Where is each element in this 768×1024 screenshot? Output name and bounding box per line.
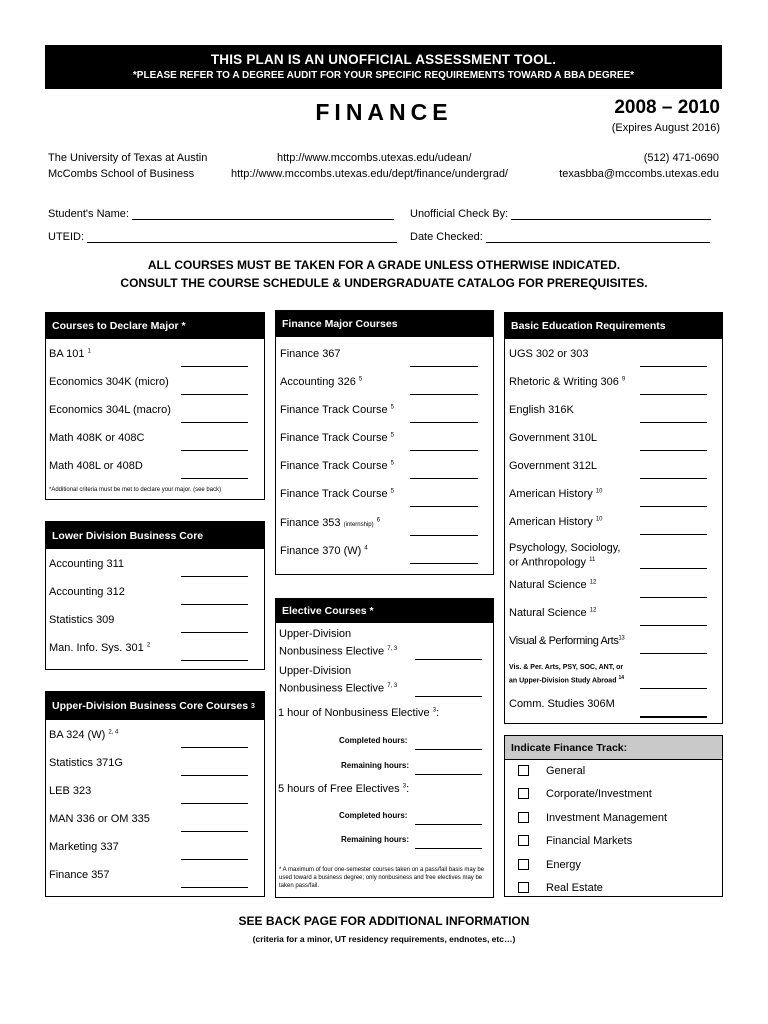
- basic-item: English 316K: [509, 404, 574, 416]
- back-page-notice: SEE BACK PAGE FOR ADDITIONAL INFORMATION: [238, 914, 530, 928]
- lower-division-header: Lower Division Business Core: [46, 522, 264, 549]
- udean-link[interactable]: http://www.mccombs.utexas.edu/udean/: [277, 152, 472, 164]
- basic-item: Natural Science $^{12}$: [509, 579, 597, 591]
- university-name: The University of Texas at Austin: [48, 152, 208, 164]
- uteid-field[interactable]: [48, 231, 397, 243]
- upper-item: Statistics 371G: [49, 757, 123, 769]
- lower-item: Man. Info. Sys. 301 $^2$: [49, 642, 151, 654]
- completed-hours-line[interactable]: [415, 824, 482, 825]
- upper-division-header: Upper-Division Business Core Courses 3: [46, 692, 264, 720]
- upper-item: Marketing 337: [49, 841, 119, 853]
- basic-ed-header: Basic Education Requirements: [505, 313, 722, 339]
- completed-hours-line[interactable]: [415, 749, 482, 750]
- track-checkbox-energy[interactable]: [518, 859, 529, 870]
- expiration-note: (Expires August 2016): [611, 122, 720, 134]
- major-item: Finance Track Course $^5$: [280, 404, 395, 416]
- student-name-line[interactable]: [132, 208, 394, 220]
- grade-line[interactable]: [640, 422, 707, 423]
- elective-item: Upper-Division Nonbusiness Elective $^{7, 3}$: [279, 665, 398, 695]
- grade-line[interactable]: [410, 563, 478, 564]
- lower-item: Statistics 309: [49, 614, 115, 626]
- track-option: Real Estate: [546, 882, 603, 894]
- grade-line[interactable]: [410, 535, 478, 536]
- date-checked-label: Date Checked:: [410, 231, 483, 243]
- declare-note: *Additional criteria must be met to declare your major. (see back): [49, 487, 222, 493]
- upper-item: Finance 357: [49, 869, 110, 881]
- uteid-line[interactable]: [87, 231, 397, 243]
- prereq-notice: CONSULT THE COURSE SCHEDULE & UNDERGRADUATE CATALOG FOR PREREQUISITES.: [120, 276, 648, 290]
- grade-line[interactable]: [181, 887, 248, 888]
- lower-item: Accounting 311: [49, 558, 125, 570]
- banner-line1: THIS PLAN IS AN UNOFFICIAL ASSESSMENT TOOL.: [210, 52, 557, 67]
- major-item: Finance 353 (internship) $^6$: [280, 517, 381, 529]
- elective-item: Upper-Division Nonbusiness Elective $^{7, 3}$: [279, 628, 398, 658]
- grade-line[interactable]: [181, 859, 248, 860]
- school-name: McCombs School of Business: [48, 168, 195, 180]
- grade-line[interactable]: [640, 478, 707, 479]
- completed-hours-label: Completed hours:: [339, 736, 408, 745]
- basic-item: Natural Science $^{12}$: [509, 607, 597, 619]
- date-checked-line[interactable]: [486, 231, 710, 243]
- grade-line[interactable]: [181, 775, 248, 776]
- major-item: Finance Track Course $^5$: [280, 488, 395, 500]
- basic-item: Government 312L: [509, 460, 598, 472]
- grade-line[interactable]: [181, 632, 248, 633]
- track-option: Financial Markets: [546, 835, 633, 847]
- remaining-hours-line[interactable]: [415, 774, 482, 775]
- grade-line[interactable]: [181, 366, 248, 367]
- grade-line[interactable]: [410, 366, 478, 367]
- finance-track-header: Indicate Finance Track:: [505, 736, 722, 760]
- finance-dept-link[interactable]: http://www.mccombs.utexas.edu/dept/finance/undergrad/: [231, 168, 508, 180]
- checked-by-line[interactable]: [511, 208, 711, 220]
- remaining-hours-label: Remaining hours:: [341, 835, 410, 844]
- checked-by-label: Unofficial Check By:: [410, 208, 509, 220]
- grade-line[interactable]: [181, 803, 248, 804]
- date-checked-field[interactable]: [410, 231, 710, 243]
- track-option: Energy: [546, 859, 581, 871]
- declare-item: Economics 304L (macro): [49, 404, 171, 416]
- basic-item: Visual & Performing Arts$^{13}$: [509, 635, 625, 647]
- page-title: FINANCE: [315, 99, 453, 125]
- grade-line[interactable]: [640, 394, 707, 395]
- major-item: Finance 367: [280, 348, 341, 360]
- student-name-field[interactable]: [48, 208, 394, 220]
- upper-item: MAN 336 or OM 335: [49, 813, 150, 825]
- basic-item: Government 310L: [509, 432, 598, 444]
- basic-item: American History $^{10}$: [509, 488, 603, 500]
- grade-line[interactable]: [181, 747, 248, 748]
- upper-item: LEB 323: [49, 785, 92, 797]
- grade-line[interactable]: [640, 625, 707, 626]
- catalog-years: 2008 – 2010: [614, 97, 720, 118]
- declare-item: BA 101 $^1$: [49, 348, 91, 360]
- major-item: Accounting 326 $^5$: [280, 376, 363, 388]
- grade-line[interactable]: [640, 688, 707, 689]
- major-item: Finance Track Course $^5$: [280, 460, 395, 472]
- grade-line[interactable]: [640, 568, 707, 569]
- disclaimer-banner: [45, 45, 722, 89]
- basic-item: Vis. & Per. Arts, PSY, SOC, ANT, or an Upper-Division Study Abroad $^{14}$: [509, 664, 624, 685]
- basic-item: Rhetoric & Writing 306 $^9$: [509, 376, 626, 388]
- remaining-hours-label: Remaining hours:: [341, 761, 410, 770]
- checked-by-field[interactable]: [410, 208, 711, 220]
- email-address[interactable]: texasbba@mccombs.utexas.edu: [559, 168, 719, 180]
- major-item: Finance 370 (W) $^4$: [280, 545, 368, 557]
- basic-item: UGS 302 or 303: [509, 348, 589, 360]
- grade-line[interactable]: [181, 831, 248, 832]
- grade-notice: ALL COURSES MUST BE TAKEN FOR A GRADE UNLESS OTHERWISE INDICATED.: [147, 258, 621, 272]
- track-checkbox-general[interactable]: [518, 765, 529, 776]
- declare-item: Math 408L or 408D: [49, 460, 143, 472]
- track-checkbox-corporate[interactable]: [518, 788, 529, 799]
- completed-hours-label: Completed hours:: [339, 811, 408, 820]
- phone-number: (512) 471-0690: [643, 152, 719, 164]
- pass-fail-note: * A maximum of four one-semester courses taken on a pass/fail basis may be used toward a business degree; only nonbusiness and free electives may be taken pass/fail.: [279, 867, 485, 889]
- track-checkbox-real-estate[interactable]: [518, 882, 529, 893]
- basic-item: Psychology, Sociology, or Anthropology $^{11}$: [509, 542, 621, 569]
- grade-line[interactable]: [410, 394, 478, 395]
- grade-line[interactable]: [640, 534, 707, 535]
- major-item: Finance Track Course $^5$: [280, 432, 395, 444]
- grade-line[interactable]: [181, 422, 248, 423]
- grade-line[interactable]: [415, 696, 482, 697]
- track-option: Investment Management: [546, 812, 668, 824]
- grade-line[interactable]: [410, 422, 478, 423]
- basic-item: Comm. Studies 306M: [509, 698, 615, 710]
- declare-item: Economics 304K (micro): [49, 376, 169, 388]
- elective-header: Elective Courses *: [276, 599, 493, 623]
- grade-line[interactable]: [181, 450, 248, 451]
- declare-item: Math 408K or 408C: [49, 432, 145, 444]
- grade-line[interactable]: [640, 366, 707, 367]
- upper-item: BA 324 (W) $^{2, 4}$: [49, 729, 119, 741]
- grade-line[interactable]: [181, 394, 248, 395]
- lower-item: Accounting 312: [49, 586, 125, 598]
- student-name-label: Student's Name:: [48, 208, 129, 220]
- remaining-hours-line[interactable]: [415, 848, 482, 849]
- grade-line[interactable]: [640, 716, 707, 718]
- nonbusiness-hour-label: 1 hour of Nonbusiness Elective $^3$:: [278, 707, 440, 719]
- grade-line[interactable]: [410, 506, 478, 507]
- grade-line[interactable]: [640, 653, 707, 654]
- grade-line[interactable]: [640, 506, 707, 507]
- track-option: General: [546, 765, 586, 777]
- grade-line[interactable]: [181, 576, 248, 577]
- basic-item: American History $^{10}$: [509, 516, 603, 528]
- uteid-label: UTEID:: [48, 231, 85, 243]
- grade-line[interactable]: [410, 450, 478, 451]
- grade-line[interactable]: [410, 478, 478, 479]
- declare-major-header: Courses to Declare Major *: [46, 313, 264, 339]
- track-option: Corporate/Investment: [546, 788, 652, 800]
- grade-line[interactable]: [181, 660, 248, 661]
- free-electives-label: 5 hours of Free Electives $^3$:: [278, 783, 410, 795]
- track-checkbox-investment[interactable]: [518, 812, 529, 823]
- grade-line[interactable]: [415, 659, 482, 660]
- track-checkbox-markets[interactable]: [518, 835, 529, 846]
- grade-line[interactable]: [181, 604, 248, 605]
- grade-line[interactable]: [640, 597, 707, 598]
- grade-line[interactable]: [640, 450, 707, 451]
- banner-line2: *PLEASE REFER TO A DEGREE AUDIT FOR YOUR SPECIFIC REQUIREMENTS TOWARD A BBA DEGREE*: [132, 70, 635, 81]
- back-page-details: (criteria for a minor, UT residency requirements, endnotes, etc…): [252, 934, 516, 944]
- finance-major-header: Finance Major Courses: [276, 311, 493, 337]
- grade-line[interactable]: [181, 478, 248, 479]
